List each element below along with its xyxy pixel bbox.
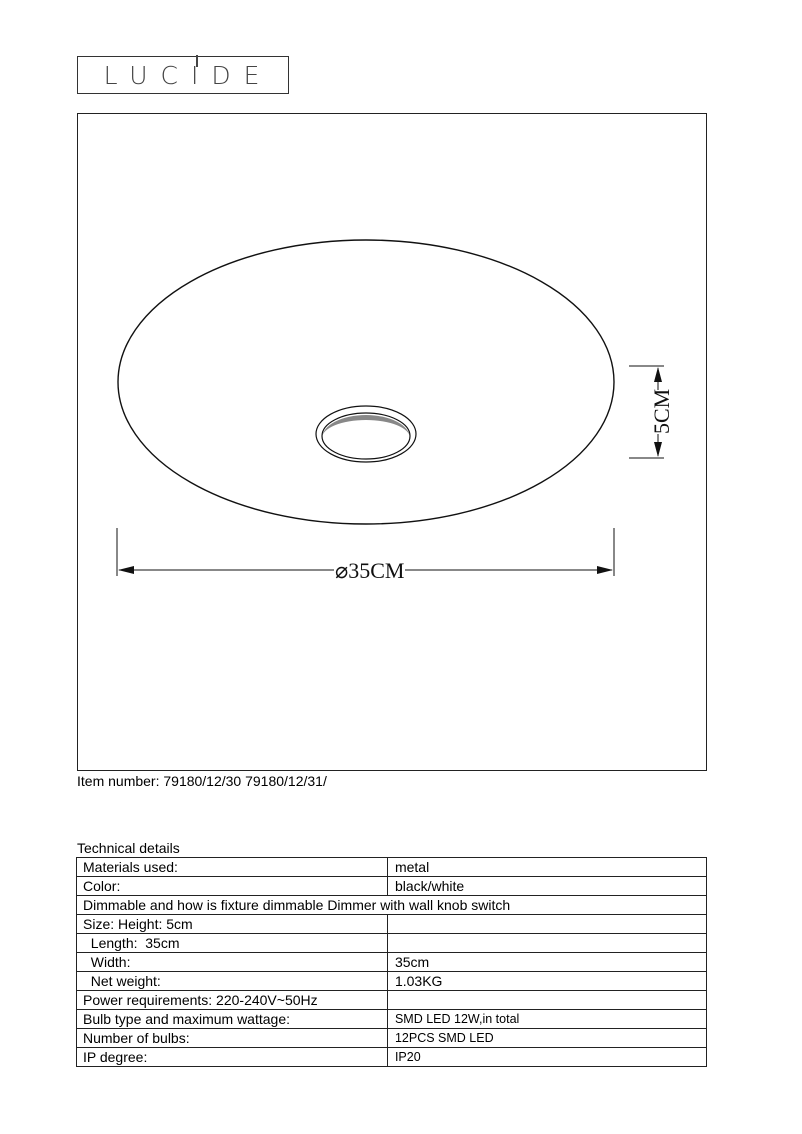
spec-value <box>387 991 706 1010</box>
spec-label: Materials used: <box>77 858 388 877</box>
spec-label: Net weight: <box>77 972 388 991</box>
technical-details-table <box>76 857 707 1067</box>
drawing-svg <box>78 114 708 772</box>
spec-value: 12PCS SMD LED <box>387 1029 706 1048</box>
height-arrow-bottom <box>654 442 662 457</box>
table-row <box>77 896 707 915</box>
height-label: 5CM <box>649 388 674 434</box>
diameter-label: ⌀35CM <box>335 558 405 583</box>
spec-value: metal <box>387 858 706 877</box>
spec-label: Power requirements: 220-240V~50Hz <box>77 991 388 1010</box>
spec-label: Dimmable and how is fixture dimmable Dimmer with wall knob switch <box>77 896 707 915</box>
technical-drawing <box>77 113 707 771</box>
logo-text: LUCIDE <box>103 60 273 90</box>
spec-value: IP20 <box>387 1048 706 1067</box>
table-row <box>77 915 707 934</box>
spec-value: SMD LED 12W,in total <box>387 1010 706 1029</box>
spec-value <box>387 934 706 953</box>
spec-value <box>387 915 706 934</box>
table-row <box>77 1048 707 1067</box>
spec-label: Color: <box>77 877 388 896</box>
table-row <box>77 858 707 877</box>
spec-value: 35cm <box>387 953 706 972</box>
technical-details-heading: Technical details <box>77 840 180 856</box>
lamp-disc-outline <box>118 240 614 524</box>
table-row <box>77 1029 707 1048</box>
lamp-center-shade <box>322 415 410 438</box>
table-row <box>77 953 707 972</box>
spec-label: Width: <box>77 953 388 972</box>
table-row <box>77 972 707 991</box>
width-arrow-left <box>118 566 134 574</box>
width-arrow-right <box>597 566 613 574</box>
brand-logo <box>77 56 289 94</box>
spec-label: Number of bulbs: <box>77 1029 388 1048</box>
spec-label: Length: 35cm <box>77 934 388 953</box>
spec-label: IP degree: <box>77 1048 388 1067</box>
spec-label: Size: Height: 5cm <box>77 915 388 934</box>
table-row <box>77 877 707 896</box>
item-number: Item number: 79180/12/30 79180/12/31/ <box>77 773 327 789</box>
spec-label: Bulb type and maximum wattage: <box>77 1010 388 1029</box>
table-row <box>77 1010 707 1029</box>
table-row <box>77 934 707 953</box>
height-arrow-top <box>654 367 662 382</box>
spec-value: black/white <box>387 877 706 896</box>
lamp-center-outer <box>316 406 416 462</box>
spec-value: 1.03KG <box>387 972 706 991</box>
table-row <box>77 991 707 1010</box>
